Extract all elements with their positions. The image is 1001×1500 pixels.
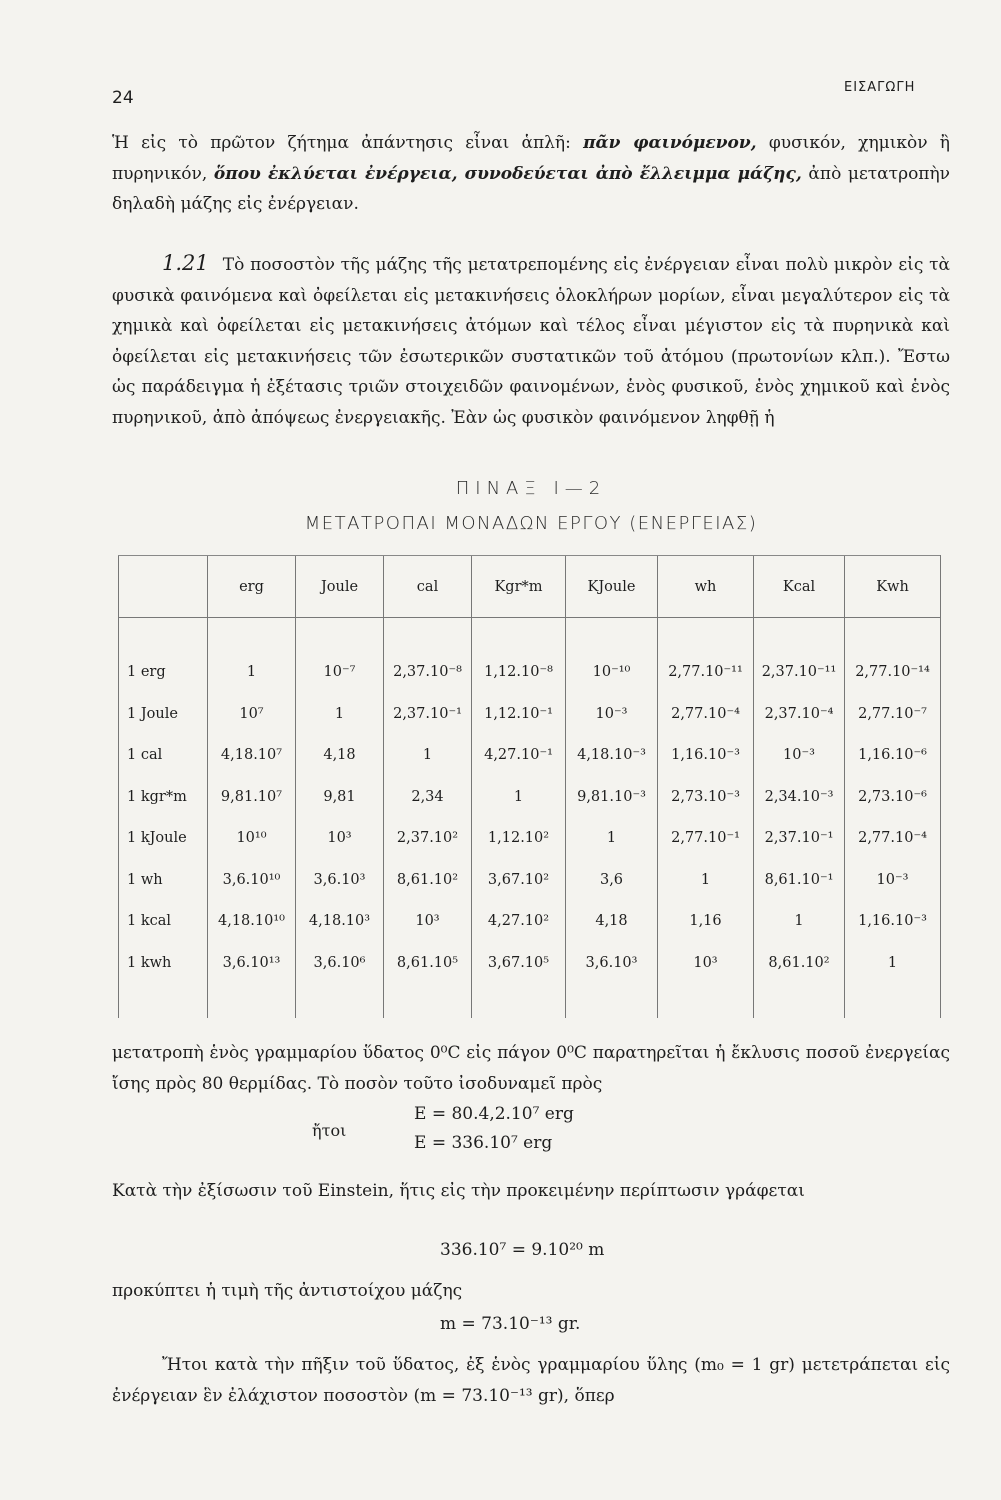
table-cell: 1 <box>384 735 472 777</box>
table-cell: 3,6.10³ <box>296 859 384 901</box>
table-cell: 2,77.10⁻⁴ <box>845 818 941 860</box>
intro-text-b: φυσικόν, χημικὸν ἢ πυρηνικόν, <box>112 133 950 184</box>
table-cell: 4,27.10² <box>472 901 566 943</box>
table-spacer-row <box>119 618 941 652</box>
table-label: ΠΙΝΑΞ Ι—2 <box>455 478 607 499</box>
table-cell: 2,73.10⁻³ <box>658 776 754 818</box>
table-cell: 3,67.10² <box>472 859 566 901</box>
table-cell: 2,37.10⁻¹ <box>754 818 845 860</box>
table-row <box>119 652 941 694</box>
table-cell: 10³ <box>384 901 472 943</box>
table-row <box>119 735 941 777</box>
table-cell: 1,12.10⁻¹ <box>472 693 566 735</box>
equation-etoi: ἤτοι <box>312 1121 347 1140</box>
section-1-21-paragraph <box>112 248 950 433</box>
table-cell: 1,16 <box>658 901 754 943</box>
table-cell: 1 <box>566 818 658 860</box>
table-cell: 3,6.10¹³ <box>208 942 296 984</box>
table-row <box>119 693 941 735</box>
unit-conversion-table <box>118 555 941 1018</box>
equation-energy-1: E = 80.4,2.10⁷ erg <box>414 1104 574 1124</box>
table-cell: 10⁻⁷ <box>296 652 384 694</box>
table-cell: 3,67.10⁵ <box>472 942 566 984</box>
table-cell: 3,6.10³ <box>566 942 658 984</box>
table-cell: 10⁻¹⁰ <box>566 652 658 694</box>
table-cell: 2,77.10⁻⁷ <box>845 693 941 735</box>
equation-energy-2: E = 336.10⁷ erg <box>414 1133 553 1153</box>
table-row <box>119 776 941 818</box>
table-cell: 4,18.10¹⁰ <box>208 901 296 943</box>
table-row <box>119 901 941 943</box>
section-number: 1.21 <box>162 251 209 275</box>
table-cell: 8,61.10⁻¹ <box>754 859 845 901</box>
table-header-row <box>119 556 941 618</box>
table-cell: 2,37.10⁻⁴ <box>754 693 845 735</box>
table-row <box>119 818 941 860</box>
table-cell: 10³ <box>658 942 754 984</box>
table-cell: 2,77.10⁻¹¹ <box>658 652 754 694</box>
column-header: Joule <box>296 556 384 618</box>
row-label: 1 kgr*m <box>119 776 208 818</box>
table-cell: 2,34 <box>384 776 472 818</box>
header-corner <box>119 556 208 618</box>
conclusion-paragraph: Ἤτοι κατὰ τὴν πῆξιν τοῦ ὕδατος, ἐξ ἑνὸς γραμμαρίου ὕλης (m₀ = 1 gr) μετετράπεται εἰς ἐνέργειαν ἓν ἐλάχιστον ποσοστὸν (m = 73.10⁻¹³ gr), ὅπερ <box>112 1355 950 1406</box>
table-cell: 2,77.10⁻¹ <box>658 818 754 860</box>
section-text: Τὸ ποσοστὸν τῆς μάζης τῆς μετατρεπομένης εἰς ἐνέργειαν εἶναι πολὺ μικρὸν εἰς τὰ φυσικὰ φαινόμενα καὶ ὀφείλεται εἰς μετακινήσεις ὁλοκλήρων μορίων, εἶναι μεγαλύτερον εἰς τὰ χημικὰ καὶ ὀφείλεται εἰς μετακινήσεις ἀτόμων καὶ τέλος εἶναι μέγιστον εἰς τὰ πυρηνικὰ καὶ ὀφείλεται εἰς μετακινήσεις τῶν ἐσωτερικῶν συστατικῶν τοῦ ἀτόμου (πρωτονίων κλπ.). Ἔστω ὡς παράδειγμα ἡ ἐξέτασις τριῶν στοιχειδῶν φαινομένων, ἑνὸς φυσικοῦ, ἑνὸς χημικοῦ καὶ ἑνὸς πυρηνικοῦ, ἀπὸ ἀπόψεως ἐνεργειακῆς. Ἐὰν ὡς φυσικὸν φαινόμενον ληφθῇ ἡ <box>112 255 950 428</box>
table-cell: 9,81 <box>296 776 384 818</box>
running-head: ΕΙΣΑΓΩΓΗ <box>844 80 916 95</box>
table-cell: 4,18.10³ <box>296 901 384 943</box>
table-cell: 4,18 <box>296 735 384 777</box>
table-cell: 2,37.10⁻¹¹ <box>754 652 845 694</box>
intro-emphasis-b: ὅπου ἐκλύεται ἐνέργεια, συνοδεύεται ἀπὸ ἔλλειμμα μάζης, <box>213 163 802 184</box>
table-cell: 8,61.10² <box>754 942 845 984</box>
table-cell: 1 <box>296 693 384 735</box>
table-cell: 4,18 <box>566 901 658 943</box>
table-row <box>119 942 941 984</box>
row-label: 1 cal <box>119 735 208 777</box>
table-spacer-row <box>119 984 941 1018</box>
column-header: KJoule <box>566 556 658 618</box>
table-cell: 2,37.10⁻¹ <box>384 693 472 735</box>
column-header: Kgr*m <box>472 556 566 618</box>
intro-text-a: Ἡ εἰς τὸ πρῶτον ζήτημα ἀπάντησις εἶναι ἁπλῆ: <box>112 133 584 153</box>
row-label: 1 kwh <box>119 942 208 984</box>
table-cell: 4,18.10⁻³ <box>566 735 658 777</box>
table-cell: 1,16.10⁻⁶ <box>845 735 941 777</box>
column-header: erg <box>208 556 296 618</box>
intro-paragraph <box>112 128 950 220</box>
table-cell: 10⁻³ <box>754 735 845 777</box>
column-header: Kcal <box>754 556 845 618</box>
table-cell: 1 <box>658 859 754 901</box>
table-cell: 8,61.10² <box>384 859 472 901</box>
table-cell: 3,6.10¹⁰ <box>208 859 296 901</box>
table-cell: 8,61.10⁵ <box>384 942 472 984</box>
table-cell: 3,6.10⁶ <box>296 942 384 984</box>
row-label: 1 wh <box>119 859 208 901</box>
table-cell: 2,77.10⁻⁴ <box>658 693 754 735</box>
table-cell: 1,12.10² <box>472 818 566 860</box>
water-freezing-paragraph: μετατροπὴ ἑνὸς γραμμαρίου ὕδατος 0⁰C εἰς πάγον 0⁰C παρατηρεῖται ἡ ἔκλυσις ποσοῦ ἐνεργείας ἴσης πρὸς 80 θερμίδας. Τὸ ποσὸν τοῦτο ἰσοδυναμεῖ πρὸς <box>112 1043 950 1094</box>
row-label: 1 kcal <box>119 901 208 943</box>
table-cell: 2,34.10⁻³ <box>754 776 845 818</box>
table-cell: 2,77.10⁻¹⁴ <box>845 652 941 694</box>
intro-text-c: ἀπὸ μετατροπὴν δηλαδὴ μάζης εἰς ἐνέργειαν. <box>112 163 950 214</box>
table-cell: 10³ <box>296 818 384 860</box>
table-cell: 1 <box>845 942 941 984</box>
table-cell: 10⁷ <box>208 693 296 735</box>
row-label: 1 Joule <box>119 693 208 735</box>
page-number: 24 <box>112 88 134 108</box>
table-cell: 10¹⁰ <box>208 818 296 860</box>
table-title: ΜΕΤΑΤΡΟΠΑΙ ΜΟΝΑΔΩΝ ΕΡΓΟΥ (ΕΝΕΡΓΕΙΑΣ) <box>304 513 758 534</box>
row-label: 1 erg <box>119 652 208 694</box>
table-cell: 2,37.10⁻⁸ <box>384 652 472 694</box>
table-cell: 2,73.10⁻⁶ <box>845 776 941 818</box>
table-cell: 1 <box>754 901 845 943</box>
table-cell: 10⁻³ <box>566 693 658 735</box>
table-cell: 1 <box>472 776 566 818</box>
table-cell: 1,16.10⁻³ <box>658 735 754 777</box>
table-cell: 1,16.10⁻³ <box>845 901 941 943</box>
column-header: Kwh <box>845 556 941 618</box>
table-cell: 1 <box>208 652 296 694</box>
table-cell: 3,6 <box>566 859 658 901</box>
table-cell: 10⁻³ <box>845 859 941 901</box>
table-cell: 9,81.10⁷ <box>208 776 296 818</box>
equation-einstein: 336.10⁷ = 9.10²⁰ m <box>440 1240 605 1260</box>
table-row <box>119 859 941 901</box>
column-header: wh <box>658 556 754 618</box>
table-cell: 2,37.10² <box>384 818 472 860</box>
equation-mass: m = 73.10⁻¹³ gr. <box>440 1314 581 1334</box>
mass-paragraph: προκύπτει ἡ τιμὴ τῆς ἀντιστοίχου μάζης <box>112 1281 463 1301</box>
table-cell: 4,18.10⁷ <box>208 735 296 777</box>
einstein-paragraph: Κατὰ τὴν ἐξίσωσιν τοῦ Einstein, ἥτις εἰς τὴν προκειμένην περίπτωσιν γράφεται <box>112 1181 805 1201</box>
intro-emphasis-a: πᾶν φαινόμενον, <box>583 133 757 153</box>
column-header: cal <box>384 556 472 618</box>
row-label: 1 kJoule <box>119 818 208 860</box>
table-cell: 9,81.10⁻³ <box>566 776 658 818</box>
table-cell: 4,27.10⁻¹ <box>472 735 566 777</box>
table-cell: 1,12.10⁻⁸ <box>472 652 566 694</box>
